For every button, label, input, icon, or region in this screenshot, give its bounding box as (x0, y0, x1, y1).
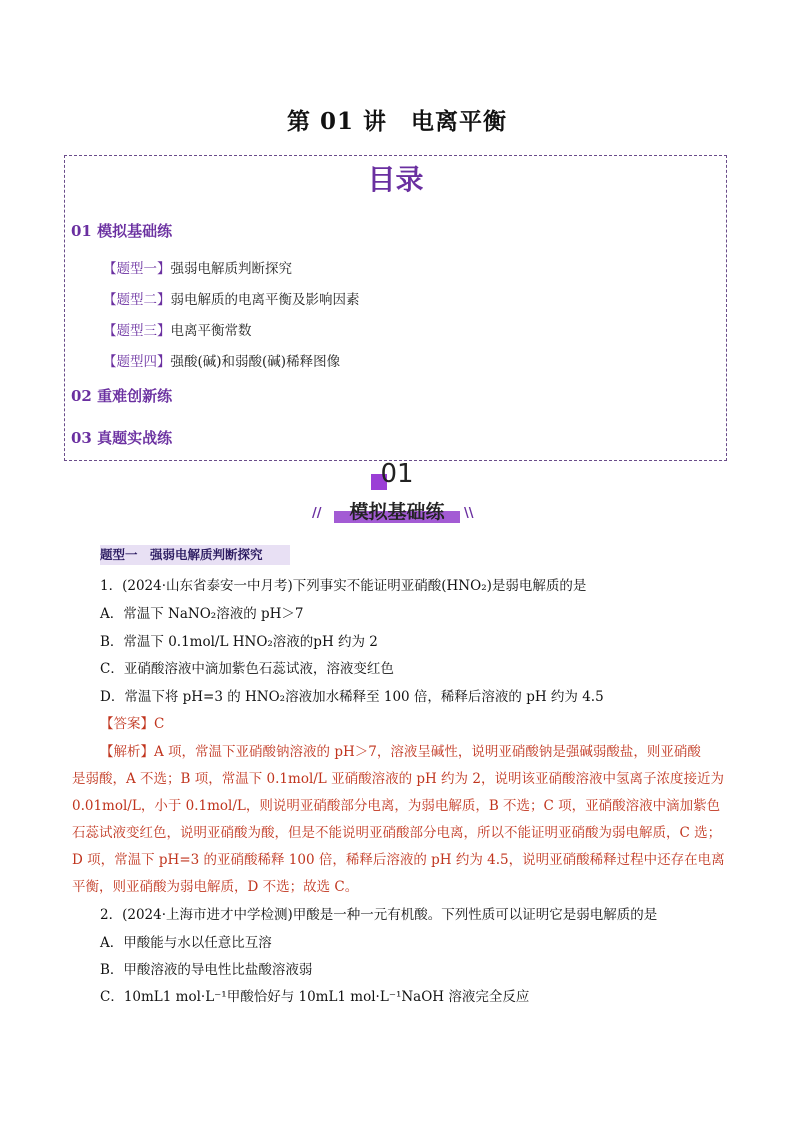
question-2-stem: 2．(2024·上海市进才中学检测)甲酸是一种一元有机酸。下列性质可以证明它是弱电解质的是 (100, 907, 658, 923)
toc-heading: 目录 (367, 163, 424, 196)
toc-subitem-text: 弱电解质的电离平衡及影响因素 (170, 292, 360, 308)
toc-subitem-tag: 【题型三】 (103, 323, 171, 339)
answer-value: C (154, 716, 165, 732)
toc-section-2[interactable]: 02 重难创新练 (71, 387, 173, 405)
toc-subitem-4[interactable] (103, 350, 340, 370)
question-1-option-b: B．常温下 0.1mol/L HNO₂溶液的pH 约为 2 (100, 634, 378, 650)
question-1-option-d: D．常温下将 pH=3 的 HNO₂溶液加水稀释至 100 倍，稀释后溶液的 pH 约为 4.5 (100, 689, 604, 705)
answer-line (100, 712, 164, 732)
section-banner (312, 497, 482, 525)
banner-left-mark: // (312, 506, 322, 521)
toc-subitem-tag: 【题型四】 (103, 354, 171, 370)
toc-subitem-3[interactable] (103, 319, 252, 339)
page-title: 第 01 讲 电离平衡 (286, 108, 508, 135)
section-number: 01 (380, 459, 414, 489)
toc-subitem-text: 电离平衡常数 (170, 323, 252, 339)
table-of-contents (64, 155, 727, 461)
toc-subitem-1[interactable] (103, 257, 292, 277)
question-1-stem: 1．(2024·山东省泰安一中月考)下列事实不能证明亚硝酸(HNO₂)是弱电解质的是 (100, 578, 587, 594)
analysis-line-2: 是弱酸，A 不选；B 项，常温下 0.1mol/L 亚硝酸溶液的 pH 约为 2，说明该亚硝酸溶液中氢离子浓度接近为 (72, 771, 724, 787)
analysis-line-1 (100, 740, 701, 760)
toc-subitem-text: 强弱电解质判断探究 (170, 261, 292, 277)
toc-subitem-text: 强酸(碱)和弱酸(碱)稀释图像 (170, 354, 341, 370)
banner-right-mark: \\ (464, 506, 474, 521)
question-1-option-a: A．常温下 NaNO₂溶液的 pH＞7 (100, 606, 304, 622)
question-2-option-b: B．甲酸溶液的导电性比盐酸溶液弱 (100, 962, 313, 978)
analysis-label: 【解析】 (100, 744, 154, 760)
analysis-line-4: 石蕊试液变红色，说明亚硝酸为酸，但是不能说明亚硝酸部分电离，所以不能证明亚硝酸为弱电解质，C 选； (72, 825, 722, 841)
question-2-option-c: C．10mL1 mol·L⁻¹甲酸恰好与 10mL1 mol·L⁻¹NaOH 溶液完全反应 (100, 989, 530, 1005)
toc-subitem-tag: 【题型二】 (103, 292, 171, 308)
toc-subitem-tag: 【题型一】 (103, 261, 171, 277)
analysis-line-5: D 项，常温下 pH=3 的亚硝酸稀释 100 倍，稀释后溶液的 pH 约为 4.5，说明亚硝酸稀释过程中还存在电离 (72, 852, 725, 868)
toc-section-3[interactable]: 03 真题实战练 (71, 429, 173, 447)
toc-section-1[interactable]: 01 模拟基础练 (71, 222, 173, 240)
analysis-text: A 项，常温下亚硝酸钠溶液的 pH＞7，溶液呈碱性，说明亚硝酸钠是强碱弱酸盐，则亚硝酸 (154, 744, 701, 760)
analysis-line-3: 0.01mol/L，小于 0.1mol/L，则说明亚硝酸部分电离，为弱电解质，B 不选；C 项，亚硝酸溶液中滴加紫色 (72, 798, 721, 814)
answer-label: 【答案】 (100, 716, 154, 732)
question-type-label: 题型一 强弱电解质判断探究 (100, 545, 290, 565)
analysis-line-6: 平衡，则亚硝酸为弱电解质，D 不选；故选 C。 (72, 879, 359, 895)
question-1-option-c: C．亚硝酸溶液中滴加紫色石蕊试液，溶液变红色 (100, 661, 394, 677)
toc-subitem-2[interactable] (103, 288, 360, 308)
question-2-option-a: A．甲酸能与水以任意比互溶 (100, 935, 272, 951)
section-name: 模拟基础练 (349, 501, 445, 523)
